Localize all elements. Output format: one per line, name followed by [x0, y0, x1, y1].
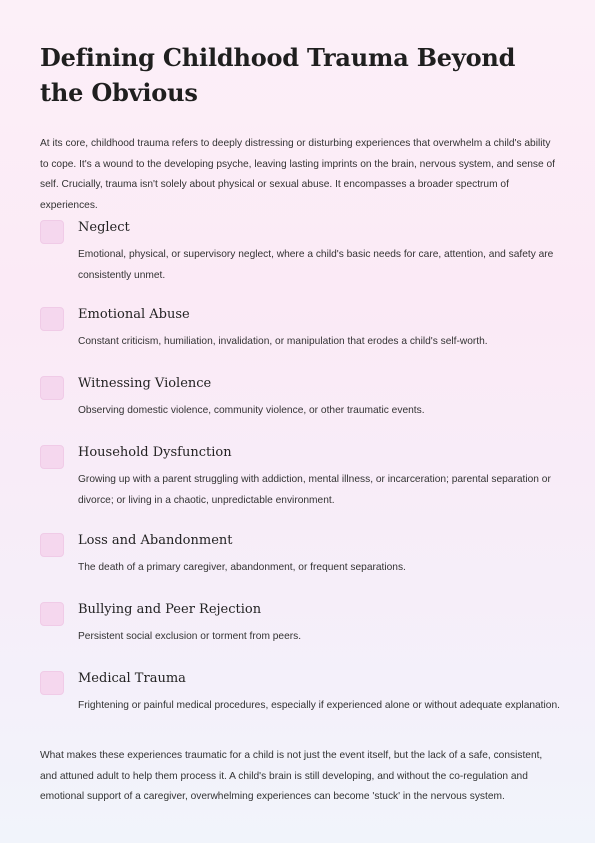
list-item-household-dysfunction	[40, 444, 560, 511]
list-item-neglect	[40, 219, 560, 286]
checkbox[interactable]	[40, 445, 64, 469]
item-description: Persistent social exclusion or torment from peers.	[78, 631, 302, 642]
checkbox[interactable]	[40, 533, 64, 557]
intro-paragraph: At its core, childhood trauma refers to deeply distressing or disturbing experiences that overwhelm a child's ability to cope. It's a wound to the developing psyche, leaving lasting imprints on the brain, nervous system, and sense of self. Crucially, trauma isn't solely about physical or sexual abuse. It encompasses a broader spectrum of experiences.	[40, 138, 556, 211]
list-item-witnessing-violence	[40, 375, 560, 422]
item-description: The death of a primary caregiver, abandonment, or frequent separations.	[78, 562, 406, 573]
checkbox[interactable]	[40, 220, 64, 244]
page-content	[40, 40, 560, 216]
list-item-emotional-abuse	[40, 306, 560, 353]
closing-paragraph: What makes these experiences traumatic for a child is not just the event itself, but the lack of a safe, consistent, and attuned adult to help them process it. A child's brain is still developing, and without the co-regulation and emotional support of a caregiver, overwhelming experiences can become 'stuck' in the nervous system.	[40, 750, 543, 802]
item-title: Medical Trauma	[78, 671, 186, 686]
item-description: Constant criticism, humiliation, invalidation, or manipulation that erodes a child's self-worth.	[78, 336, 488, 347]
item-description: Observing domestic violence, community violence, or other traumatic events.	[78, 405, 425, 416]
item-title: Emotional Abuse	[78, 307, 190, 322]
list-item-loss-and-abandonment	[40, 532, 560, 579]
list-item-bullying	[40, 601, 560, 648]
checkbox[interactable]	[40, 376, 64, 400]
item-description: Growing up with a parent struggling with addiction, mental illness, or incarceration; parental separation or divorce; or living in a chaotic, unpredictable environment.	[78, 474, 551, 506]
checkbox[interactable]	[40, 307, 64, 331]
checkbox[interactable]	[40, 671, 64, 695]
page-title: Defining Childhood Trauma Beyond the Obvious	[40, 43, 516, 107]
item-title: Witnessing Violence	[78, 376, 212, 391]
item-title: Household Dysfunction	[78, 445, 232, 460]
item-title: Bullying and Peer Rejection	[78, 602, 262, 617]
item-title: Loss and Abandonment	[78, 533, 233, 548]
item-description: Emotional, physical, or supervisory neglect, where a child's basic needs for care, attention, and safety are consistently unmet.	[78, 249, 554, 281]
item-title: Neglect	[78, 220, 130, 235]
list-item-medical-trauma	[40, 670, 560, 717]
item-description: Frightening or painful medical procedures, especially if experienced alone or without adequate explanation.	[78, 700, 560, 711]
checkbox[interactable]	[40, 602, 64, 626]
